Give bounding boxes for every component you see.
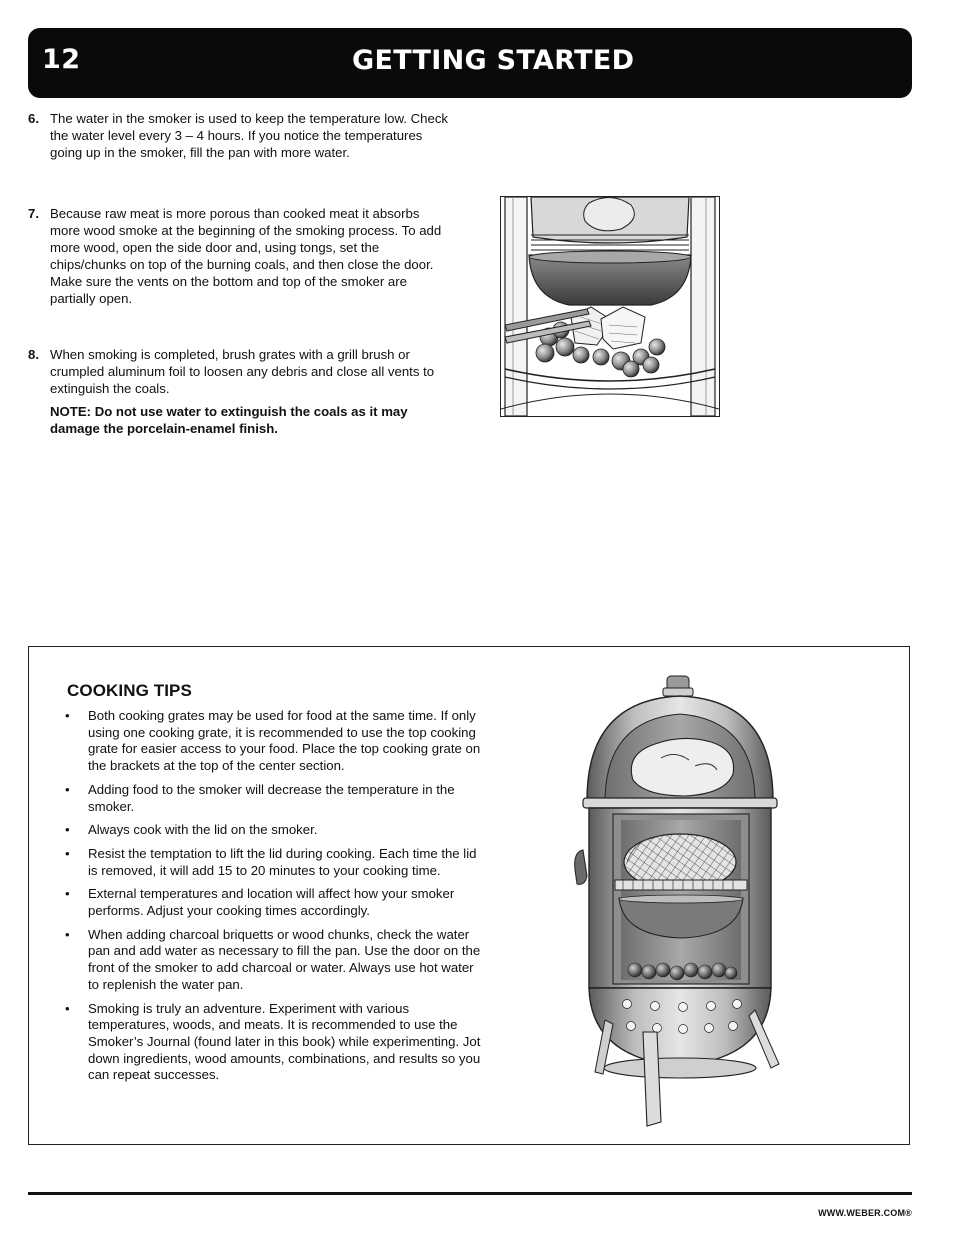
list-item bbox=[65, 886, 485, 919]
tip-text: Resist the temptation to lift the lid during cooking. Each time the lid is removed, it will add 15 to 20 minutes to your cooking time. bbox=[88, 845, 477, 878]
bullet: • bbox=[65, 886, 70, 902]
footer-url: WWW.WEBER.COM® bbox=[818, 1208, 912, 1218]
bullet: • bbox=[65, 926, 70, 942]
step-text: The water in the smoker is used to keep the temperature low. Check the water level every 3 – 4 hours. If you notice the temperatures going up in the smoker, fill the pan with more water. bbox=[50, 111, 449, 160]
step-6 bbox=[28, 110, 458, 161]
list-item bbox=[65, 1001, 485, 1085]
smoker-cutaway-illustration bbox=[565, 670, 795, 1130]
tip-text: Always cook with the lid on the smoker. bbox=[88, 822, 318, 838]
page-number: 12 bbox=[42, 44, 81, 75]
step-number: 7. bbox=[28, 206, 39, 221]
tip-text: External temperatures and location will affect how your smoker performs. Adjust your cooking times accordingly. bbox=[88, 886, 455, 919]
list-item bbox=[65, 708, 485, 775]
list-item bbox=[65, 782, 485, 815]
step-text: When smoking is completed, brush grates with a grill brush or crumpled aluminum foil to loosen any debris and close all vents to extinguish the coals. bbox=[50, 347, 435, 396]
bullet: • bbox=[65, 708, 70, 723]
bullet: • bbox=[65, 822, 70, 838]
footer-divider bbox=[28, 1192, 912, 1195]
page-title: GETTING STARTED bbox=[352, 45, 635, 76]
step-text: Because raw meat is more porous than cooked meat it absorbs more wood smoke at the beginning of the smoking process. To add more wood, open the side door and, using tongs, set the chips/chunks on top of the burning coals, and then close the door. Make sure the vents on the bottom and top of the smoker are partially open. bbox=[50, 206, 442, 306]
step-8 bbox=[28, 346, 446, 437]
step-7 bbox=[28, 205, 446, 307]
step-number: 8. bbox=[28, 347, 39, 362]
tip-text: Adding food to the smoker will decrease the temperature in the smoker. bbox=[88, 781, 455, 814]
tip-text: When adding charcoal briquetts or wood chunks, check the water pan and add water as necessary to fill the pan. Use the door on the front of the smoker to add charcoal or water. Always use hot water to replenish the water pan. bbox=[88, 926, 481, 992]
list-item bbox=[65, 846, 485, 879]
list-item bbox=[65, 822, 485, 839]
step-number: 6. bbox=[28, 111, 39, 126]
cooking-tips-list bbox=[65, 708, 485, 1091]
page-header bbox=[28, 28, 912, 98]
tongs-adding-wood-illustration bbox=[500, 196, 720, 417]
bullet: • bbox=[65, 781, 70, 797]
list-item bbox=[65, 927, 485, 994]
bullet: • bbox=[65, 845, 70, 861]
tip-text: Smoking is truly an adventure. Experiment with various temperatures, woods, and meats. It is recommended to use the Smoker’s Journal (found later in this book) while experimenting. Jot down ingredients, wood amounts, combinations, and results so you can repeat successes. bbox=[88, 1000, 481, 1083]
tip-text: Both cooking grates may be used for food at the same time. If only using one cooking grate, it is recommended to use the top cooking grate for easier access to your food. Place the top cooking grate on the brackets at the top of the center section. bbox=[88, 708, 481, 774]
cooking-tips-title: COOKING TIPS bbox=[67, 681, 192, 700]
step-note: NOTE: Do not use water to extinguish the coals as it may damage the porcelain-enamel finish. bbox=[50, 404, 408, 436]
bullet: • bbox=[65, 1000, 70, 1016]
